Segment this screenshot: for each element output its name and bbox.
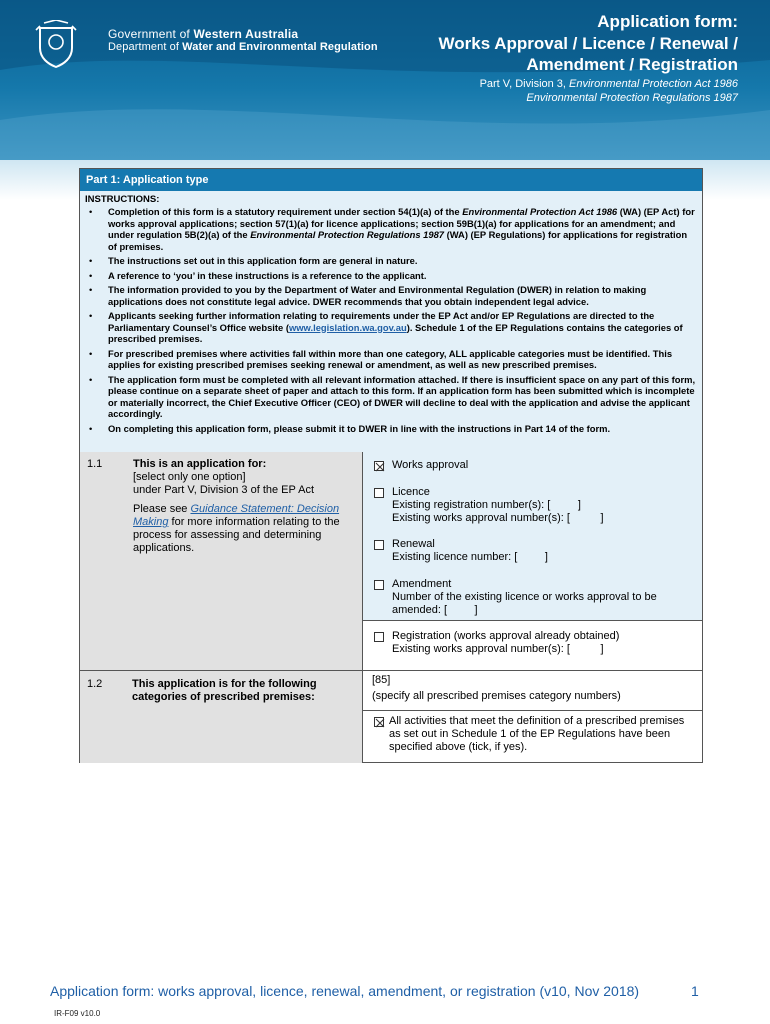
amended-number-field[interactable]: amended: [ ] xyxy=(392,604,478,616)
subtitle-act: Part V, Division 3, Environmental Protection Act 1986 xyxy=(479,78,738,90)
question-title: This application is for the following categories of prescribed premises: xyxy=(132,678,317,703)
guidance-statement-link[interactable]: Guidance Statement: Decision Making xyxy=(133,503,340,528)
registration-works-approval-field[interactable]: Existing works approval number(s): [ ] xyxy=(392,643,604,655)
registration-label: Registration (works approval already obtained) xyxy=(392,630,620,642)
title-line-2: Works Approval / Licence / Renewal / xyxy=(438,34,738,53)
footer-title: Application form: works approval, licence, renewal, amendment, or registration (v10, Nov 2018) xyxy=(50,983,640,999)
instruction-item: • A reference to ‘you’ in these instructions is a reference to the applicant. xyxy=(89,269,427,281)
registration-checkbox[interactable] xyxy=(374,632,384,642)
row-divider xyxy=(363,710,702,711)
checkmark-x-icon xyxy=(375,462,385,472)
question-title: This is an application for: xyxy=(133,458,267,470)
amendment-note: Number of the existing licence or works approval to be xyxy=(392,591,657,603)
instruction-item: • The information provided to you by the Department of Water and Environmental Regulation (DWER) in relation to making applications does not constitute legal advice. DWER recommends that you obtain independent legal advice. xyxy=(89,284,647,307)
licence-checkbox[interactable] xyxy=(374,488,384,498)
prescribed-categories-hint: (specify all prescribed premises category numbers) xyxy=(372,690,621,702)
title-line-3: Amendment / Registration xyxy=(526,55,738,74)
existing-works-approval-field[interactable]: Existing works approval number(s): [ ] xyxy=(392,512,604,524)
form-code: IR-F09 v10.0 xyxy=(54,1009,101,1018)
question-number: 1.1 xyxy=(87,458,103,470)
instruction-item: • Completion of this form is a statutory requirement under section 54(1)(a) of the Environmental Protection Act 1986 (WA) (EP Act) for works approval applications; section 57(1)(a) for licence applications; section 59B(1)(a) for applications for an amendment; and under regulation 5B(2)(a) of the Environmental Protection Regulations 1987 (WA) (EP Regulations) for applications for registration of premises. xyxy=(89,206,695,252)
part-1-heading: Part 1: Application type xyxy=(80,169,702,191)
prescribed-categories-field[interactable]: [85] xyxy=(372,674,391,686)
works-approval-label: Works approval xyxy=(392,459,469,471)
works-approval-checkbox[interactable] xyxy=(374,461,384,471)
question-number: 1.2 xyxy=(87,678,103,690)
existing-licence-field[interactable]: Existing licence number: [ ] xyxy=(392,551,548,563)
title-line-1: Application form: xyxy=(597,12,738,31)
row-divider xyxy=(363,670,702,671)
guidance-note: Please see Guidance Statement: Decision Making for more information relating to the process for assessing and determining applications. xyxy=(133,503,340,554)
all-activities-label: All activities that meet the definition of a prescribed premises as set out in Schedule 1 of the EP Regulations have been specified above (tick, if yes). xyxy=(389,715,685,753)
header-banner xyxy=(0,0,770,160)
instructions-list xyxy=(85,206,696,434)
instruction-item: • Applicants seeking further information relating to requirements under the EP Act and/or EP Regulations are directed to the Parliamentary Counsel’s Office website (www.legislation.wa.gov.au). Schedule 1 of the EP Regulations contains the categories of prescribed premises. xyxy=(89,310,683,344)
instruction-item: • For prescribed premises where activities fall within more than one category, ALL applicable categories must be identified. This applies for existing prescribed premises seeking renewal or amendment, as well as new prescribed premises. xyxy=(89,347,673,370)
instruction-item: • The instructions set out in this application form are general in nature. xyxy=(89,255,418,266)
all-activities-checkbox[interactable] xyxy=(374,717,384,727)
subtitle-regulations: Environmental Protection Regulations 1987 xyxy=(526,92,738,104)
legislation-link[interactable]: www.legislation.wa.gov.au xyxy=(288,321,407,333)
page-number: 1 xyxy=(691,983,699,999)
renewal-label: Renewal xyxy=(392,538,435,550)
instruction-item: • The application form must be completed with all relevant information attached. If there is insufficient space on any part of this form, please continue on a separate sheet of paper and attach to this form. If an application form has been submitted which is incomplete or materially incorrect, the Chief Executive Officer (CEO) of DWER will decline to deal with the application and advise the applicant accordingly. xyxy=(89,373,696,419)
question-note: [select only one option] xyxy=(133,471,246,483)
amendment-checkbox[interactable] xyxy=(374,580,384,590)
instruction-item: • On completing this application form, please submit it to DWER in line with the instructions in Part 14 of the form. xyxy=(89,422,611,434)
government-name: Government of Western Australia xyxy=(108,27,299,41)
question-note: under Part V, Division 3 of the EP Act xyxy=(133,484,314,496)
instructions-title: INSTRUCTIONS: xyxy=(85,194,160,205)
application-form-table xyxy=(79,168,703,763)
form-title xyxy=(439,11,738,75)
department-name: Department of Water and Environmental Regulation xyxy=(108,41,378,53)
licence-label: Licence xyxy=(392,486,430,498)
existing-registration-field[interactable]: Existing registration number(s): [ ] xyxy=(392,499,581,511)
checkmark-x-icon xyxy=(375,718,385,728)
renewal-checkbox[interactable] xyxy=(374,540,384,550)
wa-crest-logo xyxy=(34,20,78,68)
amendment-label: Amendment xyxy=(392,578,452,590)
